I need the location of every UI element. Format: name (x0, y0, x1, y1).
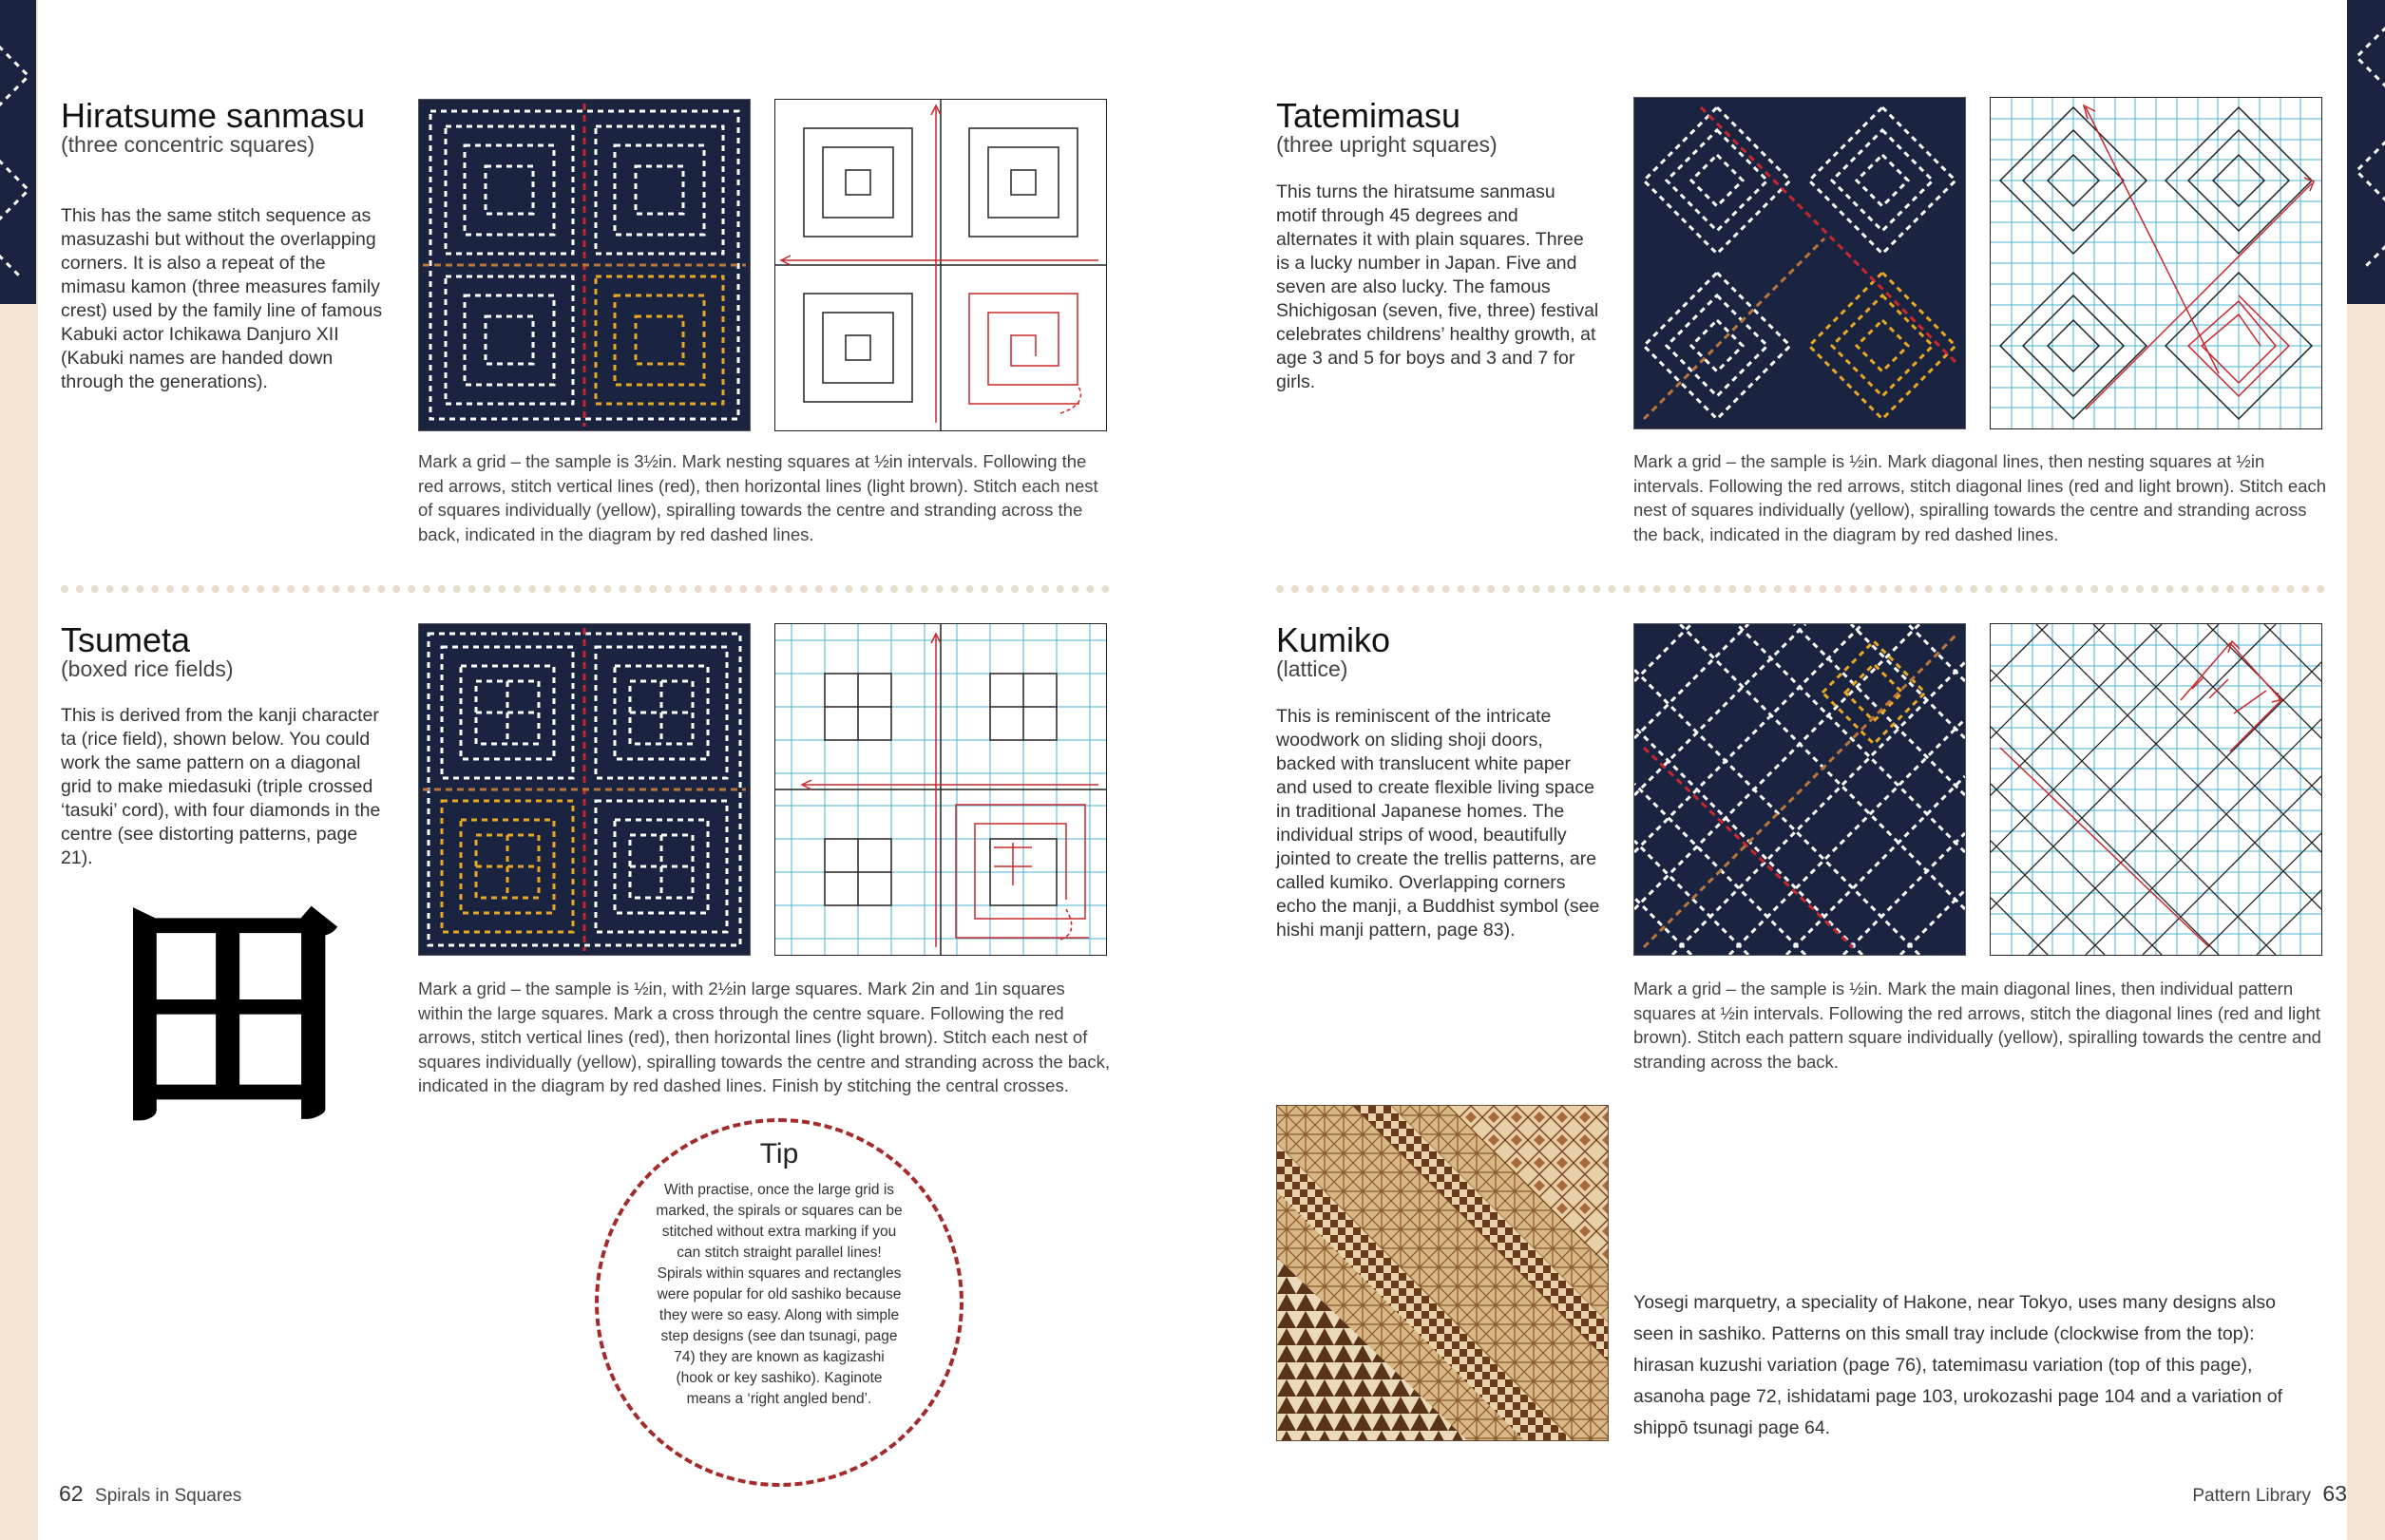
folio-right (2192, 1481, 2347, 1507)
page-number-right: 63 (2322, 1481, 2347, 1506)
hiratsume-caption: Mark a grid – the sample is 3½in. Mark nesting squares at ½in intervals. Following the red arrows, stitch vertical lines (red), then horizontal lines (light brown). Stitch each nest of squares individually (yellow), spiralling towards the centre and stranding across the back, indicated in the diagram by red dashed lines. (418, 451, 1098, 544)
tsumeta-stitch-sample (418, 623, 751, 956)
kumiko-title: Kumiko (1276, 620, 1391, 659)
kumiko-subtitle: (lattice) (1276, 656, 1348, 681)
tip-title: Tip (759, 1138, 799, 1169)
tsumeta-subtitle: (boxed rice fields) (61, 656, 234, 681)
tatemimasu-body: This turns the hiratsume sanmasu motif through 45 degrees and alternates it with plain squares. Three is a lucky number in Japan. Five and seven are also lucky. The famous Shichigosan (seven, five, three) festival celebrates childrens’ healthy growth, at age 3 and 5 for boys and 3 and 7 for girls. (1276, 181, 1599, 392)
folio-left (59, 1481, 241, 1507)
tatemimasu-caption: Mark a grid – the sample is ½in. Mark diagonal lines, then nesting squares at ½in intervals. Following the red arrows, stitch diagonal lines (red and light brown). Stitch each nest of squares individually (yellow), spiralling towards the centre and stranding across the back, indicated in the diagram by red dashed lines. (1633, 451, 2327, 544)
fabric-edge-left (0, 0, 36, 304)
hiratsume-diagram (774, 99, 1107, 431)
hiratsume-body: This has the same stitch sequence as masuzashi but without the overlapping corners. It is also a repeat of the mimasu kamon (three measures family crest) used by the family line of famous Kabuki actor Ichikawa Danjuro XII (Kabuki names are handed down through the generations). (61, 205, 383, 392)
kumiko-diagram (1990, 623, 2322, 956)
fabric-edge-right (2347, 0, 2385, 304)
section-divider-left (61, 585, 1110, 593)
hiratsume-stitch-sample (418, 99, 751, 431)
hiratsume-heading (61, 96, 384, 158)
kumiko-body: This is reminiscent of the intricate woodwork on sliding shoji doors, backed with translucent white paper and used to create flexible living space in traditional Japanese homes. The individual strips of wood, beautifully jointed to create the trellis patterns, are called kumiko. Overlapping corners echo the manji, a Buddhist symbol (see hishi manji pattern, page 83). (1276, 706, 1600, 941)
tsumeta-title: Tsumeta (61, 620, 191, 659)
section-title-right: Pattern Library (2192, 1486, 2311, 1506)
tsumeta-diagram (774, 623, 1107, 956)
yosegi-tray-photo (1276, 1105, 1609, 1441)
tsumeta-body: This is derived from the kanji character ta (rice field), shown below. You could work the same pattern on a diagonal grid to make miedasuki (triple crossed ‘tasuki’ cord), with four diamonds in the centre (see distorting patterns, page 21). (61, 705, 381, 868)
tatemimasu-heading (1276, 96, 1599, 158)
kumiko-caption: Mark a grid – the sample is ½in. Mark the main diagonal lines, then individual pattern squares at ½in intervals. Following the red arrows, stitch the diagonal lines (red and light brown). Stitch each pattern square individually (yellow), spiralling towards the centre and stranding across the back. (1633, 979, 2321, 1072)
hiratsume-title: Hiratsume sanmasu (61, 96, 366, 135)
tatemimasu-title: Tatemimasu (1276, 96, 1461, 135)
tip-text: With practise, once the large grid is marked, the spirals or squares can be stitched without extra marking if you can stitch straight parallel lines! Spirals within squares and rectangles were popular for old sashiko because they were so easy. Along with simple step designs (see dan tsunagi, page 74) they are known as kagizashi (hook or key sashiko). Kaginote means a ‘right angled bend’. (656, 1182, 903, 1407)
tatemimasu-stitch-sample (1633, 97, 1966, 429)
tsumeta-caption: Mark a grid – the sample is ½in, with 2½in large squares. Mark 2in and 1in squares within the large squares. Mark a cross through the centre square. Following the red arrows, stitch vertical lines (red), then horizontal lines (light brown). Stitch each nest of squares individually (yellow), spiralling towards the centre and stranding across the back, indicated in the diagram by red dashed lines. Finish by stitching the central crosses. (418, 979, 1111, 1095)
section-title-left: Spirals in Squares (95, 1486, 242, 1506)
tsumeta-heading (61, 620, 384, 682)
tatemimasu-diagram (1990, 97, 2322, 429)
yosegi-caption: Yosegi marquetry, a speciality of Hakone, near Tokyo, uses many designs also seen in sashiko. Patterns on this small tray include (clockwise from the top): hirasan kuzushi variation (page 76), tatemimasu variation (top of this page), asanoha page 72, ishidatami page 103, urokozashi page 104 and a variation of shippō tsunagi page 64. (1633, 1292, 2283, 1438)
tatemimasu-subtitle: (three upright squares) (1276, 132, 1498, 157)
section-divider-right (1276, 585, 2325, 593)
page-number-left: 62 (59, 1481, 84, 1506)
hiratsume-subtitle: (three concentric squares) (61, 132, 315, 157)
kumiko-stitch-sample (1633, 623, 1966, 956)
kanji-ta: 田 (105, 871, 352, 1161)
kumiko-heading (1276, 620, 1599, 682)
